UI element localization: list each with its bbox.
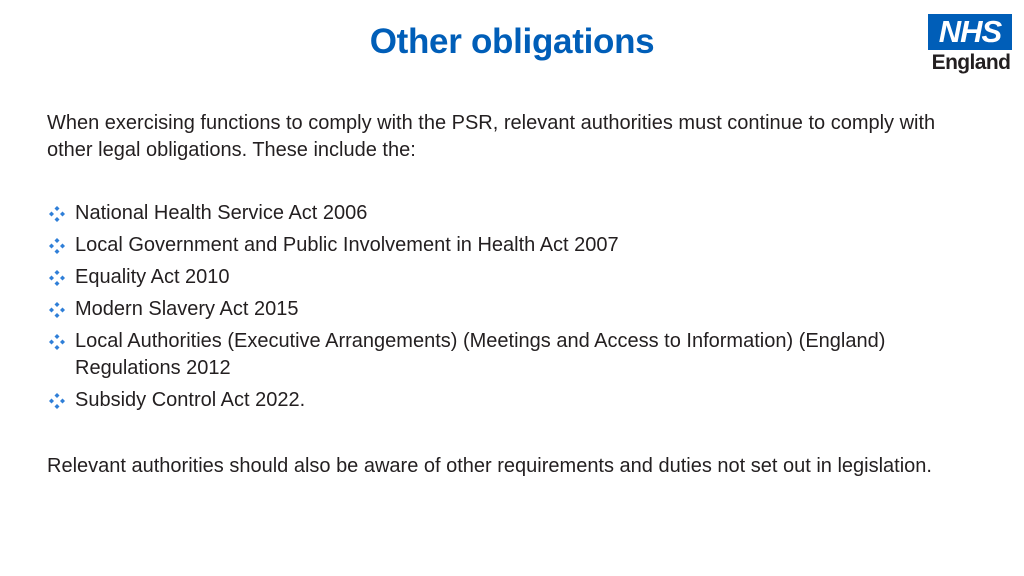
diamond-bullet-icon [49,206,65,222]
obligations-list [47,200,977,419]
list-item-text: Modern Slavery Act 2015 [75,298,299,320]
list-item [47,328,977,382]
closing-paragraph: Relevant authorities should also be aware of other requirements and duties not set out in legislation. [47,455,932,477]
list-item [47,200,977,227]
slide-title: Other obligations [369,22,655,61]
diamond-bullet-icon [49,302,65,318]
list-item-text: National Health Service Act 2006 [75,202,368,224]
diamond-bullet-icon [49,270,65,286]
list-item [47,232,977,259]
list-item-text: Local Authorities (Executive Arrangements) (Meetings and Access to Information) (England) Regulations 2012 [75,330,886,379]
nhs-logo-subtitle: England [931,51,1011,74]
list-item [47,296,977,323]
list-item [47,387,977,414]
diamond-bullet-icon [49,393,65,409]
diamond-bullet-icon [49,334,65,350]
list-item [47,264,977,291]
list-item-text: Equality Act 2010 [75,266,230,288]
list-item-text: Subsidy Control Act 2022. [75,389,306,411]
nhs-england-logo [928,14,1014,75]
diamond-bullet-icon [49,238,65,254]
nhs-logo-mark: NHS [928,14,1012,50]
intro-paragraph: When exercising functions to comply with the PSR, relevant authorities must continue to comply with other legal obligations. These include the: [47,112,936,161]
list-item-text: Local Government and Public Involvement in Health Act 2007 [75,234,619,256]
